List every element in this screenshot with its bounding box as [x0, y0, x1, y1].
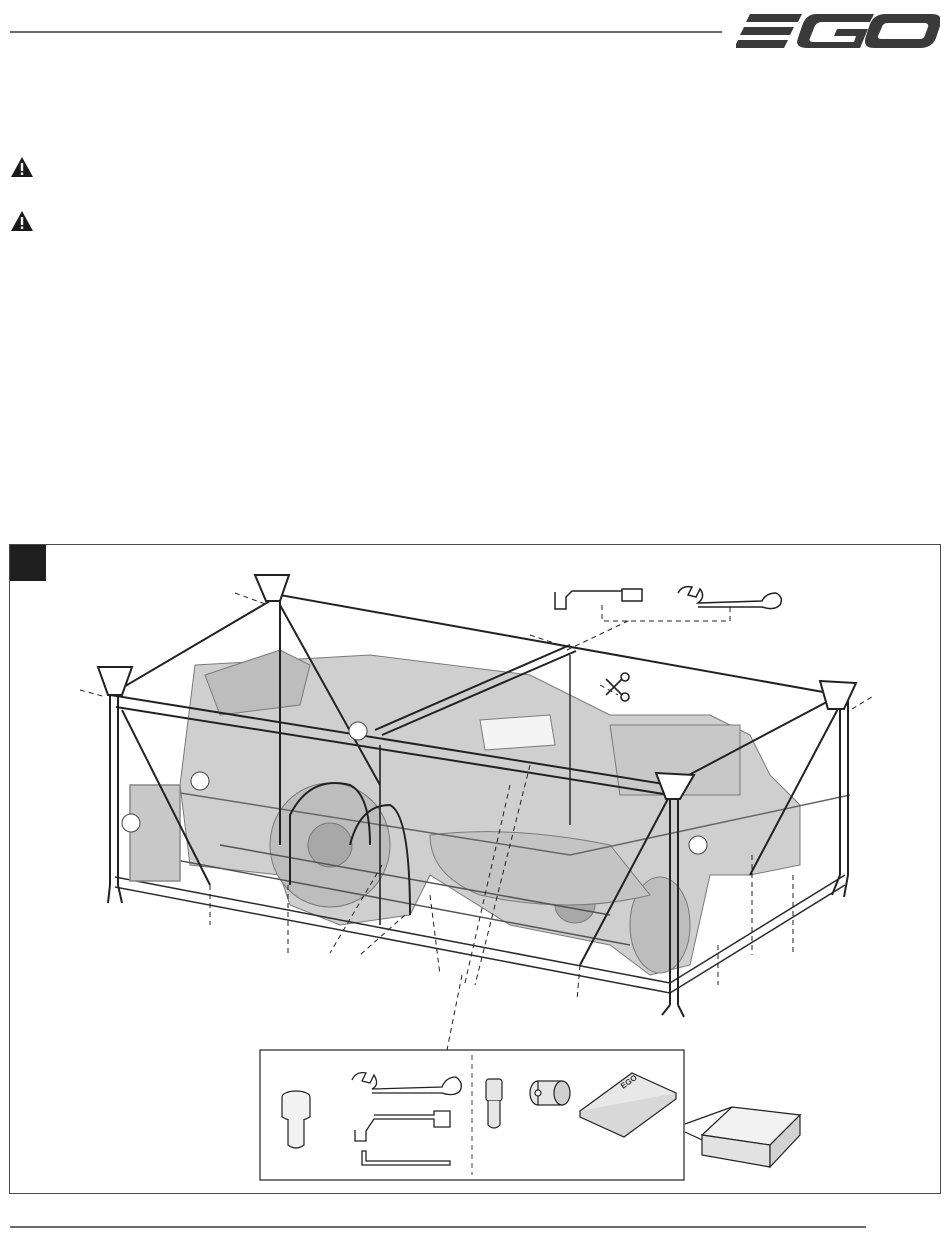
footer-rule — [10, 1226, 866, 1228]
manual-brand: EGO — [618, 1073, 639, 1091]
box-icon — [685, 1107, 800, 1167]
parts-box — [260, 1050, 684, 1180]
callout-4 — [689, 836, 707, 854]
scissors-icon — [606, 673, 629, 701]
callout-1 — [349, 722, 367, 740]
figure-1 — [9, 544, 941, 1194]
warning-icon-2 — [10, 210, 34, 232]
socket-icon — [530, 1081, 570, 1105]
hex-key-icon — [555, 589, 642, 609]
callout-3 — [122, 814, 140, 832]
crate-illustration — [10, 545, 940, 1193]
ego-logo-icon — [736, 8, 940, 54]
ego-logo — [736, 8, 940, 54]
callout-2 — [191, 772, 209, 790]
wrench-icon — [678, 587, 781, 609]
key-icon — [486, 1079, 502, 1128]
header-rule — [10, 31, 722, 33]
warning-icon-1 — [10, 156, 34, 178]
